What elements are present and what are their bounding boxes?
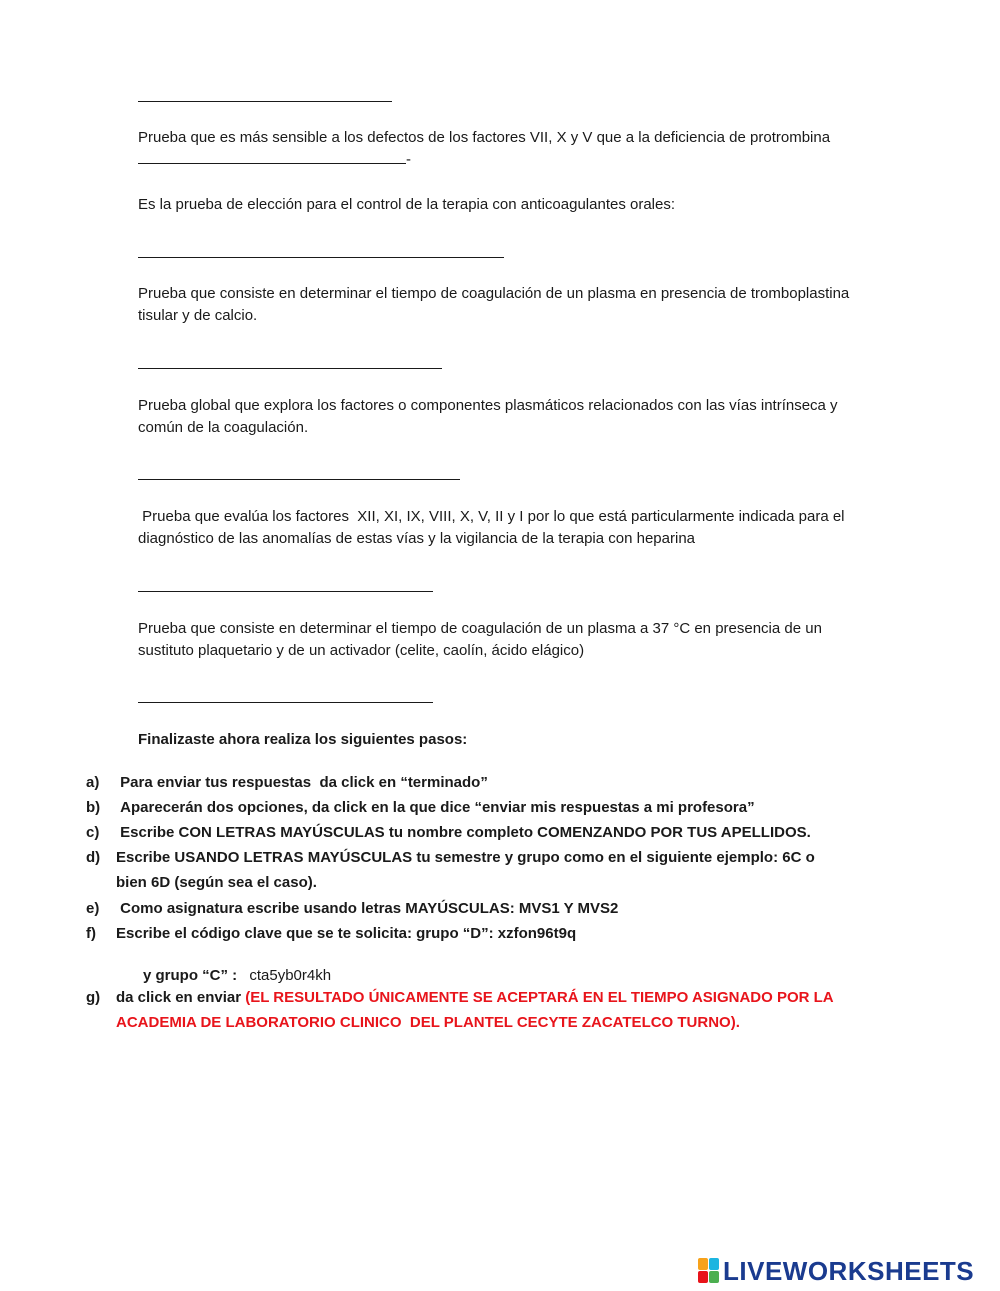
liveworksheets-logo [698, 1256, 974, 1286]
step-c [86, 820, 866, 845]
question-3: Prueba que consiste en determinar el tiempo de coagulación de un plasma en presencia de tromboplastina tisular y de calcio. [138, 285, 850, 324]
step-label: g) [86, 989, 101, 1006]
step-text: Escribe CON LETRAS MAYÚSCULAS tu nombre completo COMENZANDO POR TUS APELLIDOS. [116, 824, 811, 841]
instructions-heading: Finalizaste ahora realiza los siguientes pasos: [138, 731, 468, 748]
step-b [86, 795, 866, 820]
question-1-text: Prueba que es más sensible a los defectos de los factores VII, X y V que a la deficiencia de protrombina [138, 129, 831, 146]
step-label: a) [86, 774, 100, 791]
step-text: da click en enviar [116, 989, 246, 1006]
question-5: Prueba que evalúa los factores XII, XI, IX, VIII, X, V, II y I por lo que está particularmente indicada para el diagnóstico de las anomalías de estas vías y la vigilancia de la terapia con heparina [138, 508, 849, 547]
step-a [86, 770, 866, 795]
answer-blank-4[interactable] [138, 479, 460, 480]
answer-blank-1[interactable] [138, 149, 406, 164]
step-f [86, 921, 866, 946]
liveworksheets-logo-icon [698, 1258, 720, 1284]
step-text: Para enviar tus respuestas da click en “terminado” [116, 774, 488, 791]
step-label: b) [86, 799, 101, 816]
question-1 [138, 127, 868, 171]
answer-blank-6[interactable] [138, 702, 433, 703]
answer-blank-3[interactable] [138, 368, 442, 369]
answer-blank-2[interactable] [138, 257, 504, 258]
step-label: d) [86, 849, 101, 866]
warning-text: (EL RESULTADO ÚNICAMENTE SE ACEPTARÁ EN EL TIEMPO ASIGNADO POR LA ACADEMIA DE LABORATORIO CLINICO DEL PLANTEL CECYTE ZACATELCO TURNO). [116, 989, 837, 1031]
question-4: Prueba global que explora los factores o componentes plasmáticos relacionados con las vías intrínseca y común de la coagulación. [138, 397, 838, 436]
step-text: Como asignatura escribe usando letras MAYÚSCULAS: MVS1 Y MVS2 [116, 900, 619, 917]
step-text: Escribe el código clave que se te solicita: grupo “D”: xzfon96t9q [116, 925, 577, 942]
step-label: e) [86, 900, 100, 917]
question-1-suffix: - [406, 151, 411, 168]
question-6: Prueba que consiste en determinar el tiempo de coagulación de un plasma a 37 °C en presencia de un sustituto plaquetario y de un activador (celite, caolín, ácido elágico) [138, 620, 822, 659]
answer-blank-0[interactable] [138, 99, 392, 102]
step-label: f) [86, 925, 96, 942]
group-c-code: cta5yb0r4kh [249, 967, 332, 984]
question-2: Es la prueba de elección para el control de la terapia con anticoagulantes orales: [138, 196, 676, 213]
answer-blank-5[interactable] [138, 591, 433, 592]
step-g [86, 985, 846, 1035]
step-text: Escribe USANDO LETRAS MAYÚSCULAS tu semestre y grupo como en el siguiente ejemplo: 6C o bien 6D (según sea el caso). [116, 849, 815, 891]
logo-text: LIVEWORKSHEETS [723, 1255, 975, 1286]
step-e [86, 896, 866, 921]
step-label: c) [86, 824, 100, 841]
step-d [86, 845, 846, 895]
step-text: Aparecerán dos opciones, da click en la que dice “enviar mis respuestas a mi profesora” [116, 799, 755, 816]
group-c-label: y grupo “C” : [143, 967, 238, 984]
